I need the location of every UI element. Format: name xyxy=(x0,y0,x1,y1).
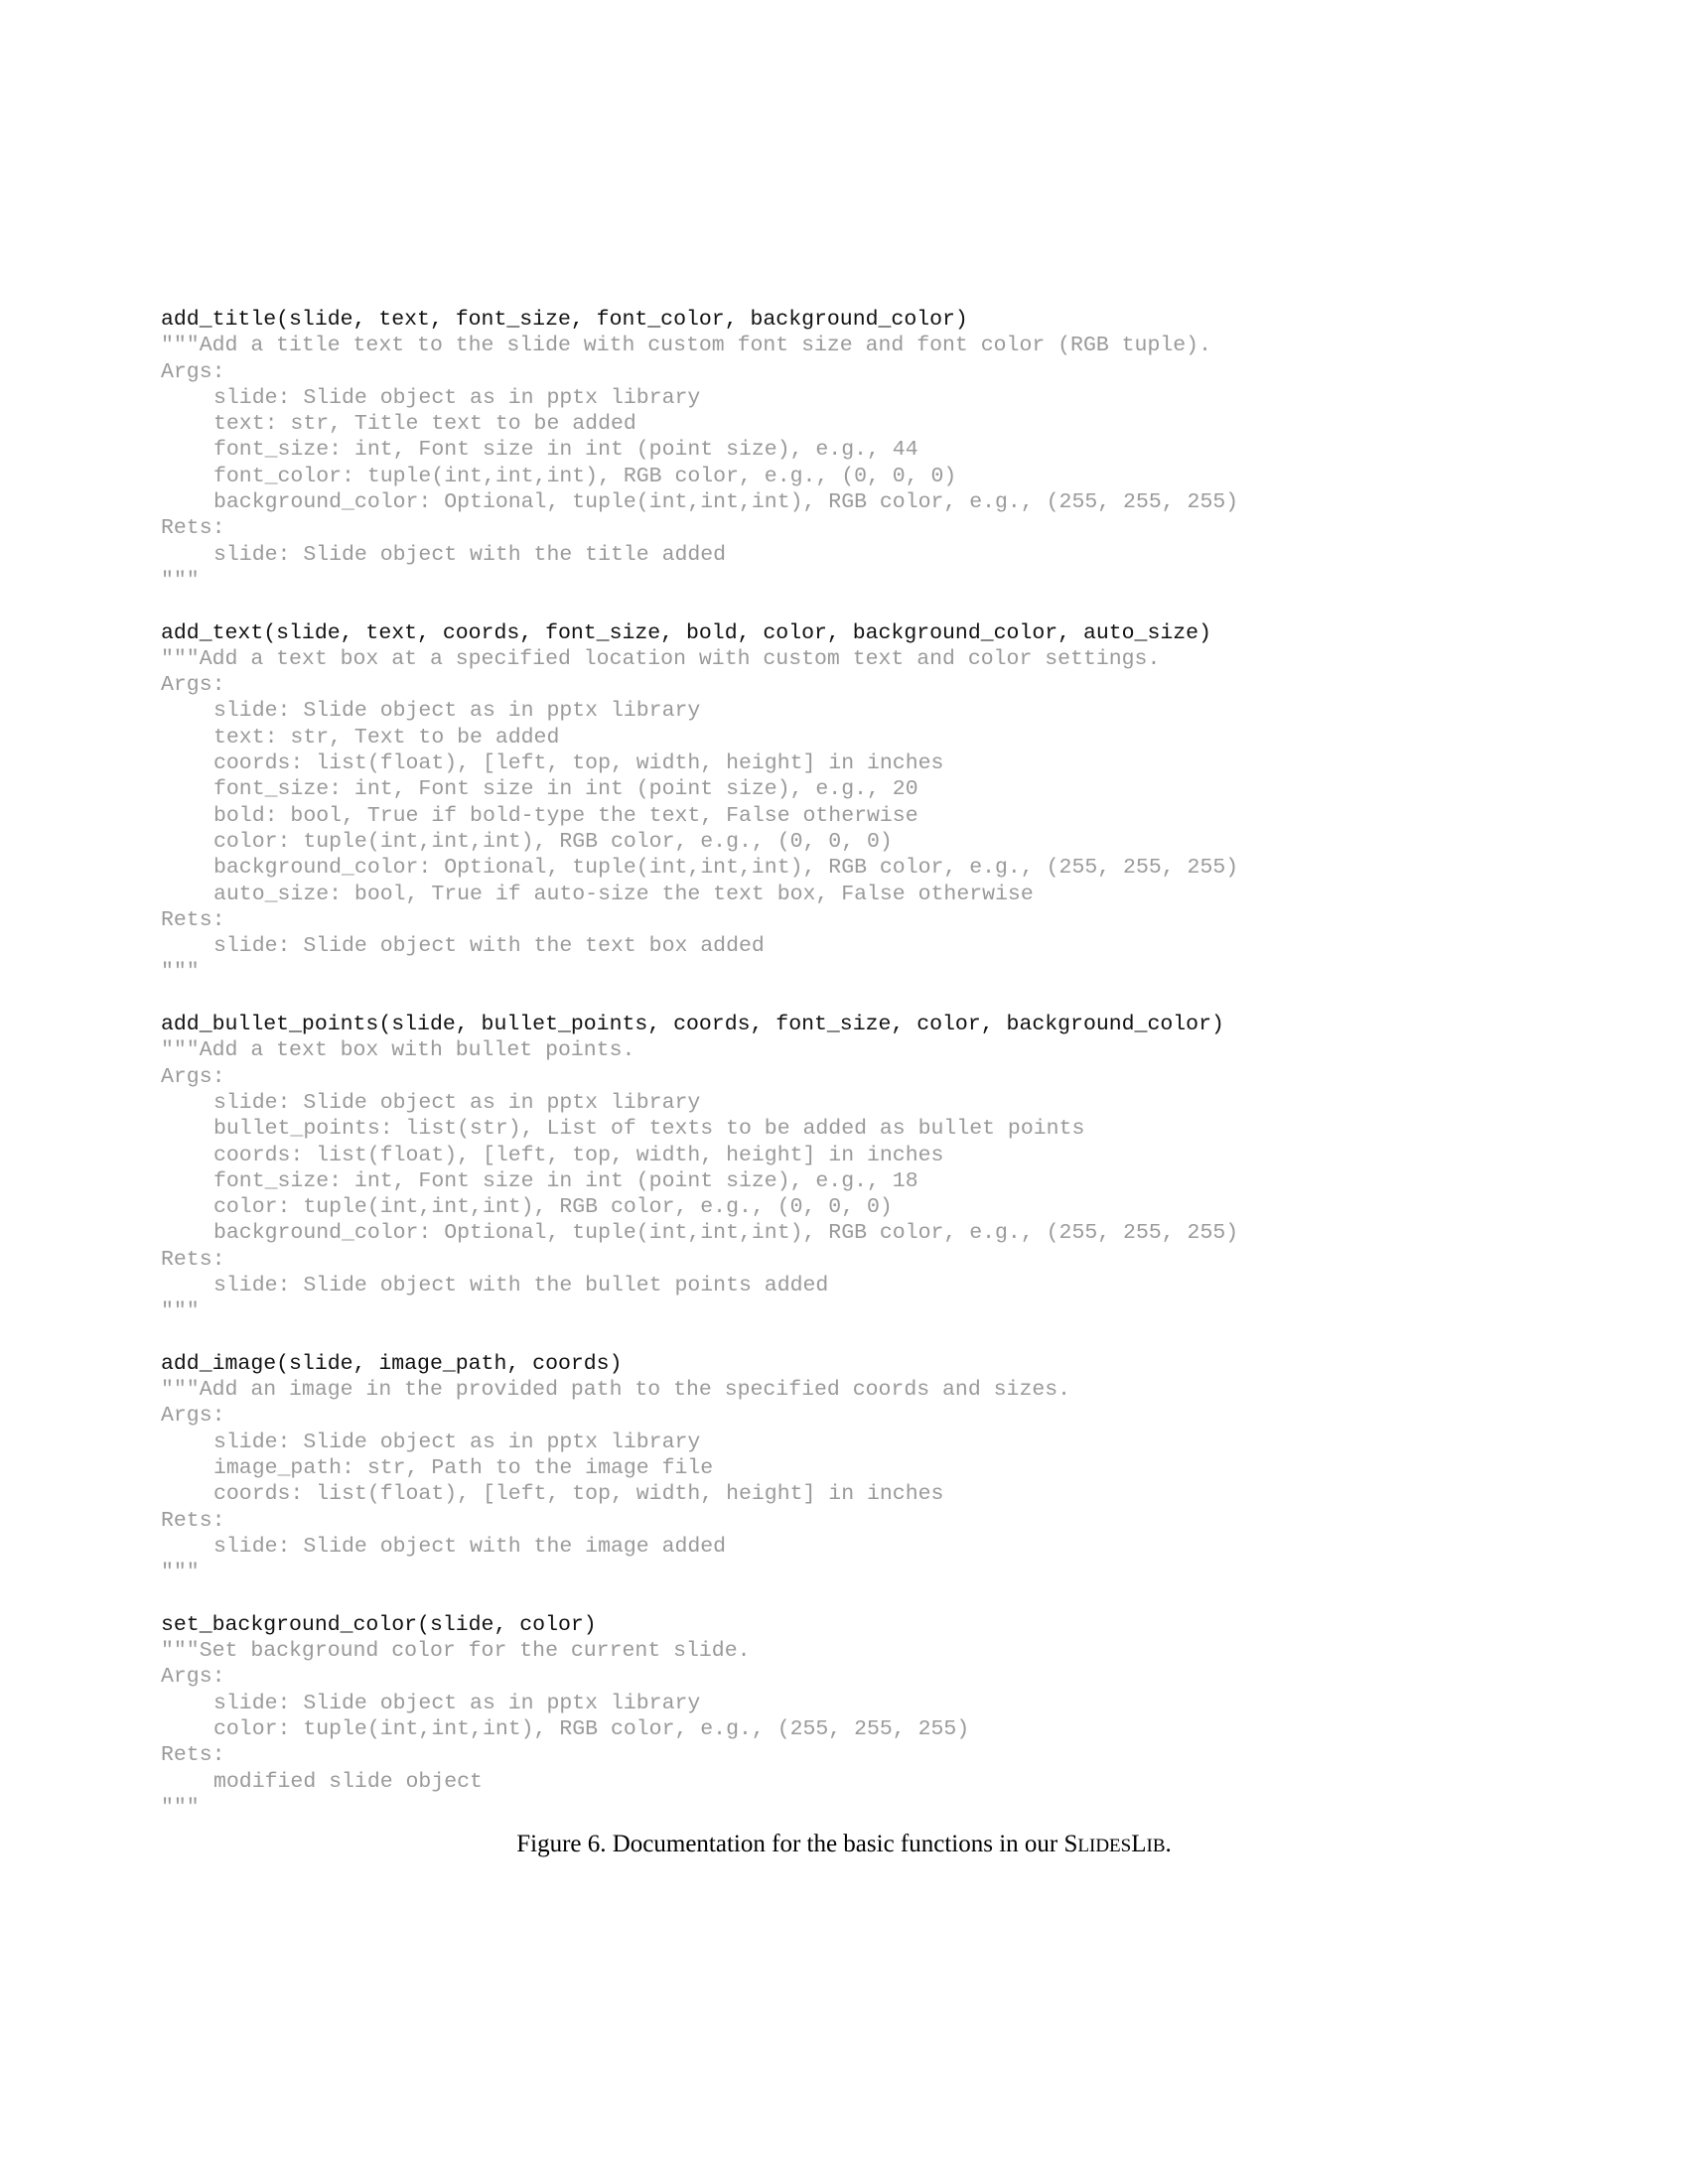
rets-label: Rets: xyxy=(161,516,225,541)
function-doc-block xyxy=(161,620,1551,986)
arg-line: text: str, Title text to be added xyxy=(213,412,636,437)
arg-line: coords: list(float), [left, top, width, height] in inches xyxy=(213,1482,944,1507)
arg-line: color: tuple(int,int,int), RGB color, e.g., (0, 0, 0) xyxy=(213,829,893,854)
arg-line: color: tuple(int,int,int), RGB color, e.g., (0, 0, 0) xyxy=(213,1195,893,1220)
arg-line: font_size: int, Font size in int (point size), e.g., 20 xyxy=(213,777,918,802)
function-signature: add_image(slide, image_path, coords) xyxy=(161,1351,623,1376)
arg-line: slide: Slide object as in pptx library xyxy=(213,1090,701,1115)
rets-line: slide: Slide object with the bullet points added xyxy=(213,1273,829,1297)
arg-line: image_path: str, Path to the image file xyxy=(213,1456,714,1481)
arg-line: slide: Slide object as in pptx library xyxy=(213,385,701,410)
docstring-summary: """Add an image in the provided path to the specified coords and sizes. xyxy=(161,1378,1071,1403)
arg-line: background_color: Optional, tuple(int,int,int), RGB color, e.g., (255, 255, 255) xyxy=(213,1221,1239,1246)
args-label: Args: xyxy=(161,673,225,698)
rets-line: modified slide object xyxy=(213,1769,483,1794)
args-label: Args: xyxy=(161,1665,225,1690)
rets-label: Rets: xyxy=(161,1743,225,1768)
function-doc-block xyxy=(161,1612,1551,1821)
docstring-summary: """Add a text box at a specified location with custom text and color settings. xyxy=(161,646,1161,671)
args-label: Args: xyxy=(161,359,225,384)
arg-line: font_size: int, Font size in int (point size), e.g., 44 xyxy=(213,438,918,463)
function-signature: set_background_color(slide, color) xyxy=(161,1612,597,1637)
caption-lib-l: L xyxy=(1131,1831,1147,1857)
rets-label: Rets: xyxy=(161,907,225,932)
arg-line: color: tuple(int,int,int), RGB color, e.g., (255, 255, 255) xyxy=(213,1717,970,1742)
arg-line: bullet_points: list(str), List of texts to be added as bullet points xyxy=(213,1117,1085,1142)
args-label: Args: xyxy=(161,1064,225,1089)
docstring-summary: """Add a text box with bullet points. xyxy=(161,1038,635,1063)
arg-line: text: str, Text to be added xyxy=(213,725,560,750)
arg-line: auto_size: bool, True if auto-size the text box, False otherwise xyxy=(213,882,1034,906)
arg-line: slide: Slide object as in pptx library xyxy=(213,1691,701,1715)
rets-line: slide: Slide object with the image added xyxy=(213,1534,727,1559)
arg-line: coords: list(float), [left, top, width, height] in inches xyxy=(213,751,944,776)
docstring-end: """ xyxy=(161,1561,200,1585)
args-label: Args: xyxy=(161,1404,225,1429)
function-signature: add_bullet_points(slide, bullet_points, coords, font_size, color, background_color) xyxy=(161,1013,1224,1037)
arg-line: slide: Slide object as in pptx library xyxy=(213,1430,701,1454)
arg-line: font_size: int, Font size in int (point size), e.g., 18 xyxy=(213,1168,918,1193)
caption-lib-lides: LIDES xyxy=(1077,1836,1132,1856)
arg-line: background_color: Optional, tuple(int,int,int), RGB color, e.g., (255, 255, 255) xyxy=(213,490,1239,515)
rets-line: slide: Slide object with the text box added xyxy=(213,934,765,959)
arg-line: font_color: tuple(int,int,int), RGB color, e.g., (0, 0, 0) xyxy=(213,464,957,488)
arg-line: background_color: Optional, tuple(int,int,int), RGB color, e.g., (255, 255, 255) xyxy=(213,856,1239,881)
rets-line: slide: Slide object with the title added xyxy=(213,542,727,567)
docstring-summary: """Add a title text to the slide with custom font size and font color (RGB tuple). xyxy=(161,334,1211,358)
caption-prefix: Figure 6. Documentation for the basic functions in our xyxy=(516,1831,1064,1857)
code-listing xyxy=(161,307,1551,1847)
docstring-end: """ xyxy=(161,568,200,593)
function-doc-block xyxy=(161,1012,1551,1325)
docstring-end: """ xyxy=(161,960,200,985)
rets-label: Rets: xyxy=(161,1247,225,1272)
caption-suffix: . xyxy=(1165,1831,1172,1857)
caption-lib-s: S xyxy=(1063,1831,1078,1857)
rets-label: Rets: xyxy=(161,1508,225,1533)
caption-lib-ib: IB xyxy=(1146,1836,1166,1856)
arg-line: bold: bool, True if bold-type the text, False otherwise xyxy=(213,803,918,828)
function-doc-block xyxy=(161,1351,1551,1586)
arg-line: slide: Slide object as in pptx library xyxy=(213,699,701,724)
function-doc-block xyxy=(161,307,1551,594)
function-signature: add_title(slide, text, font_size, font_color, background_color) xyxy=(161,308,968,332)
docstring-end: """ xyxy=(161,1299,200,1324)
docstring-end: """ xyxy=(161,1795,200,1820)
docstring-summary: """Set background color for the current slide. xyxy=(161,1639,751,1664)
figure-caption xyxy=(0,1830,1688,1861)
function-signature: add_text(slide, text, coords, font_size, bold, color, background_color, auto_size) xyxy=(161,620,1211,645)
arg-line: coords: list(float), [left, top, width, height] in inches xyxy=(213,1143,944,1167)
